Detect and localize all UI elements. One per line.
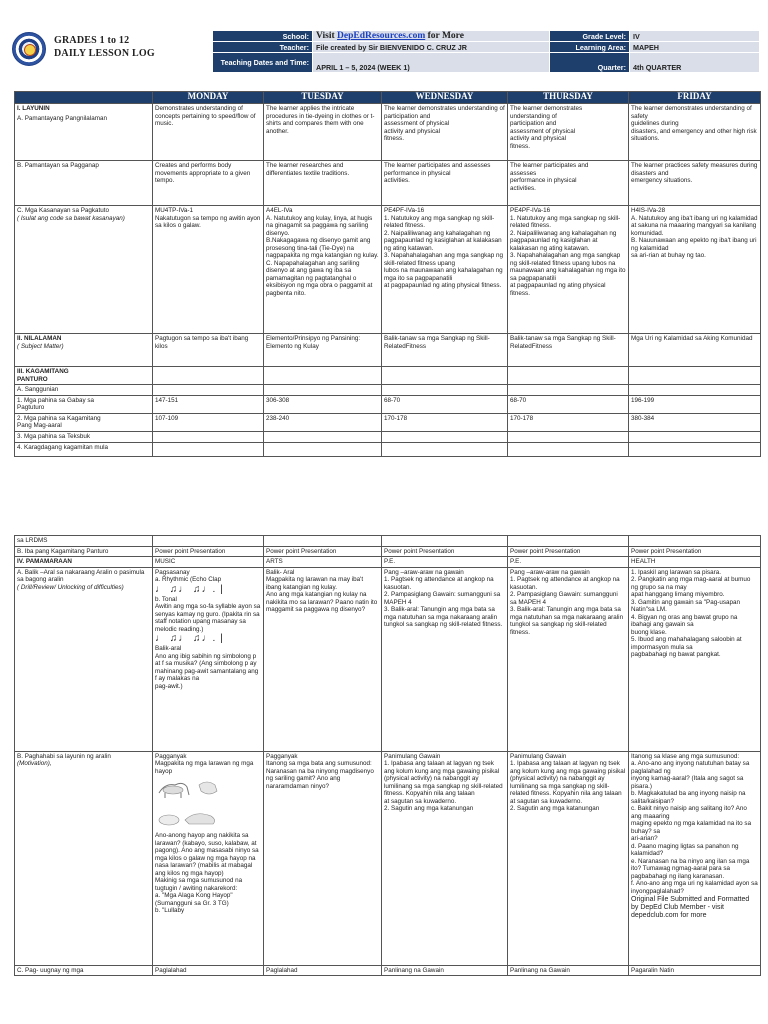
school-post: for More: [425, 31, 464, 41]
table-cell: Pang –araw-araw na gawain 1. Pagtsek ng attendance at angkop na kasuotan. 2. Pampasiglang Gawain: sumangguni sa MAPEH 4 3. Balik-aral: Tanungin ang mga bata sa mga natutuhan sa mga nakaraang aralin tungkol sa sangkap ng skill-related fitness.: [508, 567, 629, 751]
table-cell: A4EL-IVa A. Natutukoy ang kulay, linya, at hugis na ginagamit sa paggawa ng sariling disenyo. B.Nakagagawa ng disenyo gamit ang prosesong tina-tali (Tie-Dye) na nagpapakita ng mga katangian ng kulay. C. Napapahalagahan ang sariling disenyo at ang gawa ng iba sa pamamagitan ng pagtatanghal o eksibisyon ng mga obra o paggamit at pagbenta nito.: [264, 206, 382, 334]
nilalaman-title: II. NILALAMAN: [17, 335, 62, 342]
table-cell: Balik- Aral Magpakita ng larawan na may iba't ibang katangian ng kulay. Ano ang mga katangian ng kulay na nakikita mo sa larawan? Paano natin ito maggamit sa paggawa ng disenyo?: [264, 567, 382, 751]
table-cell: [508, 367, 629, 385]
table-cell: The learner demonstrates understanding of safety guidelines during disasters, and emergency and other high risk situations.: [629, 104, 761, 161]
paghahabi-subtitle: (Motivation),: [17, 760, 52, 767]
pamamaraan-row: [15, 557, 761, 568]
table-cell: 170-178: [382, 413, 508, 431]
table-cell: [382, 431, 508, 442]
school-value: [313, 31, 550, 42]
table-cell: [264, 367, 382, 385]
table-cell: 68-70: [382, 395, 508, 413]
title-line-2: DAILY LESSON LOG: [54, 48, 155, 59]
tonal-text: b. Tonal Awitin ang mga so-fa syllable ayon sa senyas kamay ng guro. (Ipakita rin sa staff notation upang masanay sa melodic reading.): [155, 595, 261, 633]
table-cell: PE4PF-IVa-16 1. Natutukoy ang mga sangkap ng skill-related fitness. 2. Naipaliliwanag ang kahalagahan ng pagpapaunlad ng kasiglahan at kalakasan ng ating katawan. 3. Napahahalagahan ang mga sangkap ng skill-related fitness upang lubos na maunawaan ang kahalagahan ng mga ito sa pagpapanatili at pagpapaunlad ng ating physical fitness.: [508, 206, 629, 334]
gabay-row: [15, 395, 761, 413]
hayop-questions-text: Ano-anong hayop ang nakikita sa larawan? (kabayo, suso, kalabaw, at pagong). Ano ang masasabi ninyo sa mga kilos o galaw ng mga hayop na nasa larawan? (mabilis at mabagal ang kilos ng mga hayop) Makinig sa mga sumusunod na tugtugin / awiting nakarekord: a. "Mga Alaga Kong Hayop" (Sumangguni sa Gr. 3 TG) b. "Lullaby: [155, 832, 259, 914]
table-cell: 170-178: [508, 413, 629, 431]
animal-sketch-image: [155, 777, 225, 799]
balik-aral-text: Balik-aral Ano ang ibig sabihin ng simbolong p at f sa musika? (Ang simbolong p ay mahinang pag-awit samantalang ang f ay malakas na pag-awit.): [155, 645, 259, 690]
header-info-table: [212, 30, 760, 73]
teacher-value: File created by Sir BIENVENIDO C. CRUZ JR: [313, 42, 550, 53]
table-cell: [508, 536, 629, 547]
paghahabi-title: B. Paghahabi sa layunin ng aralin: [17, 752, 111, 760]
table-cell: [382, 442, 508, 456]
kagamitan-mag-row: [15, 413, 761, 431]
row-a-label: A. Pamantayang Pangnilalaman: [15, 114, 153, 161]
table-cell: [153, 536, 264, 547]
table-cell: 380-384: [629, 413, 761, 431]
uugnay-label: C. Pag- uugnay ng mga: [15, 965, 153, 976]
table-cell: The learner demonstrates understanding of participation and assessment of physical activity and physical fitness.: [508, 104, 629, 161]
table-cell: [264, 431, 382, 442]
balik-aral-row: [15, 567, 761, 751]
paghahabi-label: [15, 751, 153, 965]
seal-center: [24, 44, 36, 56]
table-cell: 238-240: [264, 413, 382, 431]
table-cell: Pagganyak Itanong sa mga bata ang sumusunod: Naranasan na ba ninyong magdisenyo ng sariling gamit? Ano ang nararamdaman ninyo?: [264, 751, 382, 965]
table-cell: [629, 536, 761, 547]
table-cell: P.E.: [508, 557, 629, 568]
balik-aral-subtitle: ( Drill/Review/ Unlocking of difficulties): [17, 583, 124, 591]
table-cell: The learner practices safety measures during disasters and emergency situations.: [629, 161, 761, 206]
day-friday: FRIDAY: [629, 92, 761, 104]
table-cell: Pagaralin Natin: [629, 965, 761, 976]
lesson-table-part-1: [14, 91, 761, 457]
table-cell: Pagtugon sa tempo sa iba't ibang kilos: [153, 334, 264, 367]
dates-value: APRIL 1 – 5, 2024 (WEEK 1): [313, 53, 550, 73]
table-cell: Paglalahad: [153, 965, 264, 976]
sanggunian-label: A. Sanggunian: [15, 385, 153, 396]
iba-label: B. Iba pang Kagamitang Panturo: [15, 546, 153, 557]
table-cell: [508, 385, 629, 396]
source-note: Original File Submitted and Formatted by DepEd Club Member - visit depedclub.com for more: [631, 896, 750, 920]
teksbuk-row: [15, 431, 761, 442]
table-cell: Power point Presentation: [153, 546, 264, 557]
rhythm-notation-1: ♩ ♫♩ ♫♩. |: [155, 583, 224, 595]
paghahabi-monday: [153, 751, 264, 965]
paghahabi-row: [15, 751, 761, 965]
pagsasanay-text: Pagsasanay a. Rhythmic (Echo Clap: [155, 568, 222, 583]
balik-aral-title: A. Balik –Aral sa nakaraang Aralin o pasimula sa bagong aralin: [17, 568, 145, 583]
karagdagang-label: 4. Karagdagang kagamitan mula: [15, 442, 153, 456]
title-line-1: GRADES 1 to 12: [54, 35, 130, 46]
row-b-label: B. Pamantayan sa Pagganap: [15, 161, 153, 206]
table-cell: Mga Uri ng Kalamidad sa Aking Komunidad: [629, 334, 761, 367]
table-cell: Panlinang na Gawain: [382, 965, 508, 976]
lrdms-label: sa LRDMS: [15, 536, 153, 547]
dates-label: Teaching Dates and Time:: [213, 53, 313, 73]
lrdms-row: [15, 536, 761, 547]
row-c-title: C. Mga Kasanayan sa Pagkatuto: [17, 207, 110, 214]
table-cell: Paglalahad: [264, 965, 382, 976]
table-cell: Power point Presentation: [508, 546, 629, 557]
table-cell: Demonstrates understanding of concepts pertaining to speed/flow of music.: [153, 104, 264, 161]
table-cell: Panlinang na Gawain: [508, 965, 629, 976]
table-cell: The learner applies the intricate procedures in tie-dyeing in clothes or t-shirts and compares them with one another.: [264, 104, 382, 161]
iba-row: [15, 546, 761, 557]
table-cell: Balik-tanaw sa mga Sangkap ng Skill-RelatedFitness: [382, 334, 508, 367]
school-pre: Visit: [316, 31, 338, 41]
area-value: MAPEH: [630, 42, 760, 53]
table-cell: HEALTH: [629, 557, 761, 568]
table-cell: Pang –araw-araw na gawain 1. Pagtsek ng attendance at angkop na kasuotan. 2. Pampasiglang Gawain: sumangguni sa MAPEH 4 3. Balik-aral: Tanungin ang mga bata sa mga natutuhan sa mga nakaraang aralin tungkol sa sangkap ng skill-related fitness.: [382, 567, 508, 751]
table-cell: The learner researches and differentiates textile traditions.: [264, 161, 382, 206]
table-cell: Panimulang Gawain 1. Ipabasa ang talaan at lagyan ng tsek ang kolum kung ang mga gawaing pisikal (physical activity) na nabanggit ay lumilinang sa mga sangkap ng skill-related fitness. Kopyahin nila ang talaan at sagutan sa kuwaderno. 2. Sagutin ang mga katanungan: [382, 751, 508, 965]
rhythm-notation-2: ♩ ♫♩ ♫♩. |: [155, 633, 224, 644]
table-cell: [153, 431, 264, 442]
area-label: Learning Area:: [550, 42, 630, 53]
friday-questions-text: Itanong sa klase ang mga sumusunod: a. Ano-ano ang inyong natutuhan batay sa paglalahad ng inyong kamag-aaral? (Itala ang sagot sa pisara.) b. Magkakatulad ba ang inyong naisip na salita/kaisipan? c. Bakit ninyo naisip ang salitang ito? Ano ang maaaring maging epekto ng mga kalamidad na ito sa buhay? sa ari-arian? d. Paano maging ligtas sa panahon ng kalamidad? e. Naranasan na ba ninyo ang ilan sa mga ito? Tumawag ngmag-aaral para sa pagbabahagi ng ilang karanasan. f. Ano-ano ang mga uri ng kalamidad ayon sa inyongpaglalahad?: [631, 752, 758, 895]
teksbuk-label: 3. Mga pahina sa Teksbuk: [15, 431, 153, 442]
teacher-label: Teacher:: [213, 42, 313, 53]
table-cell: Power point Presentation: [382, 546, 508, 557]
day-monday: MONDAY: [153, 92, 264, 104]
school-link[interactable]: DepEdResources.com: [337, 31, 426, 41]
table-cell: H4IS-IVa-28 A. Natutukoy ang iba't ibang uri ng kalamidad at sakuna na maaaring mangyari sa kanilang komunidad. B. Nauunawaan ang epekto ng iba't ibang uri ng kalamidad sa ari-rian at buhay ng tao.: [629, 206, 761, 334]
day-thursday: THURSDAY: [508, 92, 629, 104]
lesson-table-part-2: [14, 535, 761, 976]
day-header-row: [15, 92, 761, 104]
table-cell: Power point Presentation: [629, 546, 761, 557]
nilalaman-subtitle: ( Subject Matter): [17, 342, 64, 350]
animal-sketch-image-2: [155, 806, 225, 828]
day-tuesday: TUESDAY: [264, 92, 382, 104]
day-wednesday: WEDNESDAY: [382, 92, 508, 104]
table-cell: Creates and performs body movements appropriate to a given tempo.: [153, 161, 264, 206]
table-cell: 107-109: [153, 413, 264, 431]
gabay-label: 1. Mga pahina sa Gabay sa Pagtuturo: [15, 395, 153, 413]
table-cell: [629, 367, 761, 385]
table-cell: The learner demonstrates understanding of participation and assessment of physical activity and physical fitness.: [382, 104, 508, 161]
table-cell: [153, 385, 264, 396]
pamantayan-row: [15, 161, 761, 206]
table-cell: Panimulang Gawain 1. Ipabasa ang talaan at lagyan ng tsek ang kolum kung ang mga gawaing pisikal (physical activity) na nabanggit ay lumilinang sa mga sangkap ng skill-related fitness. Kopyahin nila ang talaan at sagutan sa kuwaderno. 2. Sagutin ang mga katanungan: [508, 751, 629, 965]
school-label: School:: [213, 31, 313, 42]
layunin-label: I. LAYUNIN: [15, 104, 153, 114]
grade-label: Grade Level:: [550, 31, 630, 42]
table-cell: [264, 385, 382, 396]
table-cell: [629, 385, 761, 396]
balik-aral-label: [15, 567, 153, 751]
table-cell: [508, 431, 629, 442]
table-cell: 147-151: [153, 395, 264, 413]
uugnay-row: [15, 965, 761, 976]
table-cell: P.E.: [382, 557, 508, 568]
table-cell: [382, 385, 508, 396]
table-cell: PE4PF-IVa-16 1. Natutukoy ang mga sangkap ng skill-related fitness. 2. Naipaliliwanag ang kahalagahan ng pagpapaunlad ng kasiglahan at kalakasan ng ating katawan. 3. Napahahalagahan ang mga sangkap ng skill-related fitness upang lubos na maunawaan ang kahalagahan ng mga ito sa pagpapanatili at pagpapaunlad ng ating physical fitness.: [382, 206, 508, 334]
layunin-row: [15, 104, 761, 114]
table-cell: [629, 431, 761, 442]
table-cell: [264, 536, 382, 547]
table-cell: ARTS: [264, 557, 382, 568]
quarter-label: Quarter:: [550, 53, 630, 73]
nilalaman-row: [15, 334, 761, 367]
table-cell: [153, 367, 264, 385]
table-cell: 1. Ipaskil ang larawan sa pisara. 2. Pangkatin ang mga mag-aaral at bumuo ng grupo sa na may apat hanggang limang miyembro. 3. Gamitin ang gawain sa "Pag-usapan Natin"sa LM. 4. Bigyan ng oras ang bawat grupo na ibahagi ang gawain sa buong klase. 5. Ibuod ang mahahalagang saloobin at impormasyon mula sa pagbabahagi ng bawat pangkat.: [629, 567, 761, 751]
balik-aral-monday: [153, 567, 264, 751]
table-cell: 68-70: [508, 395, 629, 413]
paghahabi-friday: [629, 751, 761, 965]
table-cell: MU4TP-IVa-1 Nakatutugon sa tempo ng awitin ayon sa kilos o galaw.: [153, 206, 264, 334]
table-cell: [382, 536, 508, 547]
sanggunian-row: [15, 385, 761, 396]
table-cell: The learner participates and assesses performance in physical activities.: [382, 161, 508, 206]
table-cell: The learner participates and assesses performance in physical activities.: [508, 161, 629, 206]
grade-value: IV: [630, 31, 760, 42]
table-cell: Elemento/Prinsipyo ng Pansining: Elemento ng Kulay: [264, 334, 382, 367]
table-cell: 196-199: [629, 395, 761, 413]
table-cell: [153, 442, 264, 456]
table-cell: Balik-tanaw sa mga Sangkap ng Skill-RelatedFitness: [508, 334, 629, 367]
table-cell: Power point Presentation: [264, 546, 382, 557]
table-cell: [264, 442, 382, 456]
corner-header: [15, 92, 153, 104]
table-cell: MUSIC: [153, 557, 264, 568]
kagamitan-row: [15, 367, 761, 385]
table-cell: 306-308: [264, 395, 382, 413]
quarter-value: 4th QUARTER: [630, 53, 760, 73]
kasanayan-row: [15, 206, 761, 334]
pamamaraan-label: IV. PAMAMARAAN: [15, 557, 153, 568]
nilalaman-label: [15, 334, 153, 367]
table-cell: [629, 442, 761, 456]
kagamitan-label: III. KAGAMITANG PANTURO: [15, 367, 153, 385]
table-cell: [508, 442, 629, 456]
row-c-subtitle: ( Isulat ang code sa bawat kasanayan): [17, 214, 125, 222]
table-cell: [382, 367, 508, 385]
document-title: [54, 34, 155, 60]
kagamitan-mag-label: 2. Mga pahina sa Kagamitang Pang Mag-aaral: [15, 413, 153, 431]
karagdagang-row: [15, 442, 761, 456]
pagganyak-text: Pagganyak Magpakita ng mga larawan ng mga hayop: [155, 752, 254, 775]
deped-seal-logo: [12, 32, 46, 66]
row-c-label: [15, 206, 153, 334]
